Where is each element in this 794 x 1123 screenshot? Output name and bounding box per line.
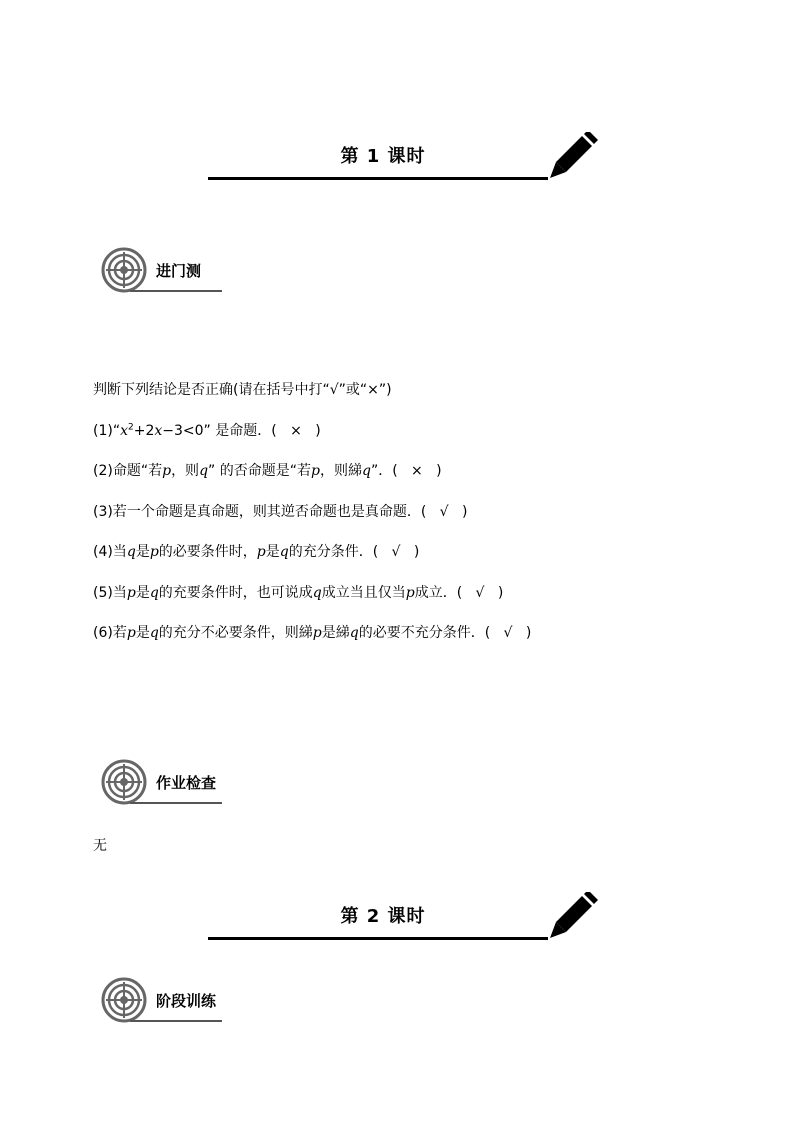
section-entry-test [100, 246, 230, 296]
math-var: q [349, 625, 359, 641]
quiz-item-1 [93, 421, 321, 441]
header-rule [208, 937, 548, 940]
math-var: p [162, 463, 172, 479]
item-text: (1)“ [93, 423, 121, 439]
item-text: (2)命题“若 [93, 463, 163, 479]
item-text: 成立当且仅当 [321, 585, 406, 601]
quiz-item-4 [93, 542, 419, 562]
answer-mark: √ [475, 585, 485, 601]
item-text: +2 [133, 423, 155, 439]
pencil-icon [538, 892, 598, 944]
section-homework-check [100, 758, 230, 808]
item-text: ) [413, 544, 420, 560]
math-var: p [256, 544, 266, 560]
math-var: q [149, 625, 159, 641]
item-text: 是 [135, 625, 150, 641]
answer-mark: √ [391, 544, 401, 560]
lesson-1-header [208, 132, 598, 192]
item-text: 的充要条件时，也可说成 [158, 585, 313, 601]
math-var: x [120, 423, 128, 439]
item-text: ) [315, 423, 321, 439]
item-text: ”．( [370, 463, 398, 479]
answer-mark: √ [439, 504, 449, 520]
math-var: q [199, 463, 209, 479]
quiz-instruction: 判断下列结论是否正确(请在括号中打“√”或“×”) [93, 382, 392, 398]
section-underline [130, 802, 222, 804]
item-text: (3)若一个命题是真命题，则其逆否命题也是真命题．( [93, 504, 427, 520]
quiz-item-3 [93, 502, 467, 522]
math-var: q [149, 585, 159, 601]
section-label: 阶段训练 [156, 992, 217, 1010]
section-label: 进门测 [156, 262, 202, 280]
target-icon [100, 246, 148, 294]
header-rule [208, 177, 548, 180]
math-var: p [312, 625, 322, 641]
item-text: (5)当 [93, 585, 127, 601]
quiz-item-2 [93, 461, 442, 481]
lesson-2-title: 第 2 课时 [340, 906, 426, 927]
item-text: ” 的否命题是“若 [208, 463, 311, 479]
item-text: 的必要不充分条件．( [358, 625, 491, 641]
item-text: 是綈 [321, 625, 350, 641]
item-text: (4)当 [93, 544, 127, 560]
math-var: q [126, 544, 136, 560]
item-text: (6)若 [93, 625, 127, 641]
item-text: 成立．( [414, 585, 463, 601]
math-var: p [126, 625, 136, 641]
math-var: q [312, 585, 322, 601]
lesson-1-title: 第 1 课时 [340, 146, 426, 167]
item-text: 是 [265, 544, 280, 560]
item-text: 是 [135, 585, 150, 601]
math-var: p [405, 585, 415, 601]
item-text: 的充分条件．( [288, 544, 379, 560]
pencil-icon [538, 132, 598, 184]
quiz-item-6 [93, 623, 531, 643]
math-var: p [149, 544, 159, 560]
answer-mark: × [290, 423, 302, 439]
homework-content: 无 [93, 838, 107, 854]
item-text: −3<0” 是命题．( [162, 423, 277, 439]
lesson-2-header [208, 892, 598, 952]
target-icon [100, 758, 148, 806]
target-icon [100, 976, 148, 1024]
item-text: 的必要条件时， [158, 544, 257, 560]
section-underline [130, 1020, 222, 1022]
exponent: 2 [128, 422, 134, 433]
item-text: 是 [135, 544, 150, 560]
item-text: ) [461, 504, 468, 520]
item-text: ，则 [171, 463, 200, 479]
item-text: ) [525, 625, 532, 641]
math-var: q [279, 544, 289, 560]
item-text: 的充分不必要条件，则綈 [158, 625, 313, 641]
math-var: q [361, 463, 371, 479]
section-label: 作业检查 [156, 774, 217, 792]
quiz-item-5 [93, 583, 503, 603]
math-var: x [154, 423, 163, 439]
section-underline [130, 290, 222, 292]
item-text: ) [436, 463, 442, 479]
item-text: ，则綈 [319, 463, 362, 479]
math-var: p [126, 585, 136, 601]
math-var: p [311, 463, 320, 479]
answer-mark: √ [503, 625, 513, 641]
answer-mark: × [411, 463, 423, 479]
section-stage-training [100, 976, 230, 1026]
item-text: ) [497, 585, 504, 601]
